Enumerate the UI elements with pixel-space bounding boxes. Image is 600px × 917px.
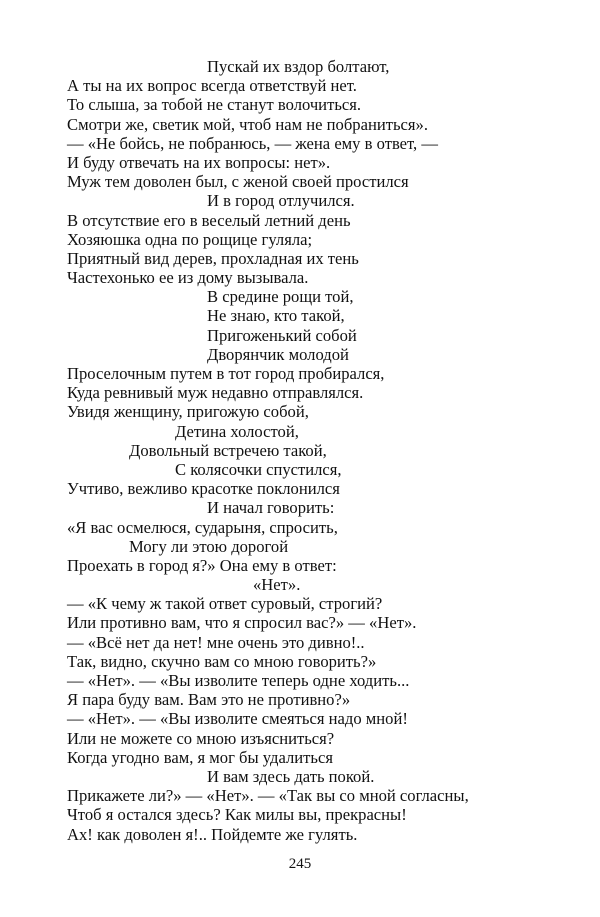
poem-line: Могу ли этою дорогой: [129, 536, 289, 556]
poem-line: Когда угодно вам, я мог бы удалиться: [67, 747, 333, 767]
poem-line: Прикажете ли?» — «Нет». — «Так вы со мной согласны,: [67, 786, 469, 806]
poem-line: Ах! как доволен я!.. Пойдемте же гулять.: [67, 824, 358, 844]
poem-line: И буду отвечать на их вопросы: нет».: [67, 152, 331, 172]
poem-line: Чтоб я остался здесь? Как милы вы, прекрасны!: [67, 805, 407, 825]
poem-line: И вам здесь дать покой.: [207, 766, 375, 786]
poem-line: И начал говорить:: [207, 498, 335, 518]
poem-line: Пускай их вздор болтают,: [207, 57, 390, 76]
page-number: 245: [288, 856, 312, 872]
poem-line: С колясочки спустился,: [175, 459, 342, 479]
poem-line: Так, видно, скучно вам со мною говорить?»: [67, 651, 377, 671]
poem-line: То слыша, за тобой не станут волочиться.: [67, 95, 362, 115]
poem-line: Учтиво, вежливо красотке поклонился: [67, 479, 340, 499]
poem-line: — «К чему ж такой ответ суровый, строгий?: [67, 594, 383, 614]
poem-text: [67, 57, 567, 844]
poem-line: Смотри же, светик мой, чтоб нам не побраниться».: [67, 114, 428, 134]
poem-line: Хозяюшка одна по рощице гуляла;: [67, 229, 313, 249]
poem-line: Детина холостой,: [175, 421, 299, 441]
poem-line: Я пара буду вам. Вам это не противно?»: [67, 690, 351, 710]
poem-line: — «Всё нет да нет! мне очень это дивно!..: [67, 632, 365, 652]
poem-line: «Нет».: [253, 575, 301, 595]
poem-line: Дворянчик молодой: [207, 344, 349, 364]
poem-line: В средине рощи той,: [207, 287, 354, 307]
poem-line: А ты на их вопрос всегда ответствуй нет.: [67, 76, 357, 96]
poem-line: Не знаю, кто такой,: [207, 306, 345, 326]
poem-line: И в город отлучился.: [207, 191, 355, 211]
poem-line: Частехонько ее из дому вызывала.: [67, 268, 309, 288]
poem-line: Куда ревнивый муж недавно отправлялся.: [67, 383, 364, 403]
poem-line: — «Не бойсь, не побранюсь, — жена ему в ответ, —: [67, 133, 438, 153]
poem-line: Пригоженький собой: [207, 325, 357, 345]
poem-line: — «Нет». — «Вы изволите смеяться надо мной!: [67, 709, 408, 729]
poem-line: Проехать в город я?» Она ему в ответ:: [67, 555, 337, 575]
poem-line: Проселочным путем в тот город пробирался,: [67, 364, 385, 383]
poem-line: Приятный вид дерев, прохладная их тень: [67, 248, 359, 268]
poem-line: Или противно вам, что я спросил вас?» — «Нет».: [67, 613, 417, 633]
poem-line: — «Нет». — «Вы изволите теперь одне ходить...: [67, 671, 410, 690]
poem-line: Или не можете со мною изъясниться?: [67, 728, 335, 748]
poem-line: Довольный встречею такой,: [129, 440, 327, 460]
poem-line: В отсутствие его в веселый летний день: [67, 210, 351, 230]
poem-line: Муж тем доволен был, с женой своей простился: [67, 172, 409, 192]
poem-line: Увидя женщину, пригожую собой,: [67, 402, 309, 422]
poem-line: «Я вас осмелюся, сударыня, спросить,: [67, 517, 338, 537]
